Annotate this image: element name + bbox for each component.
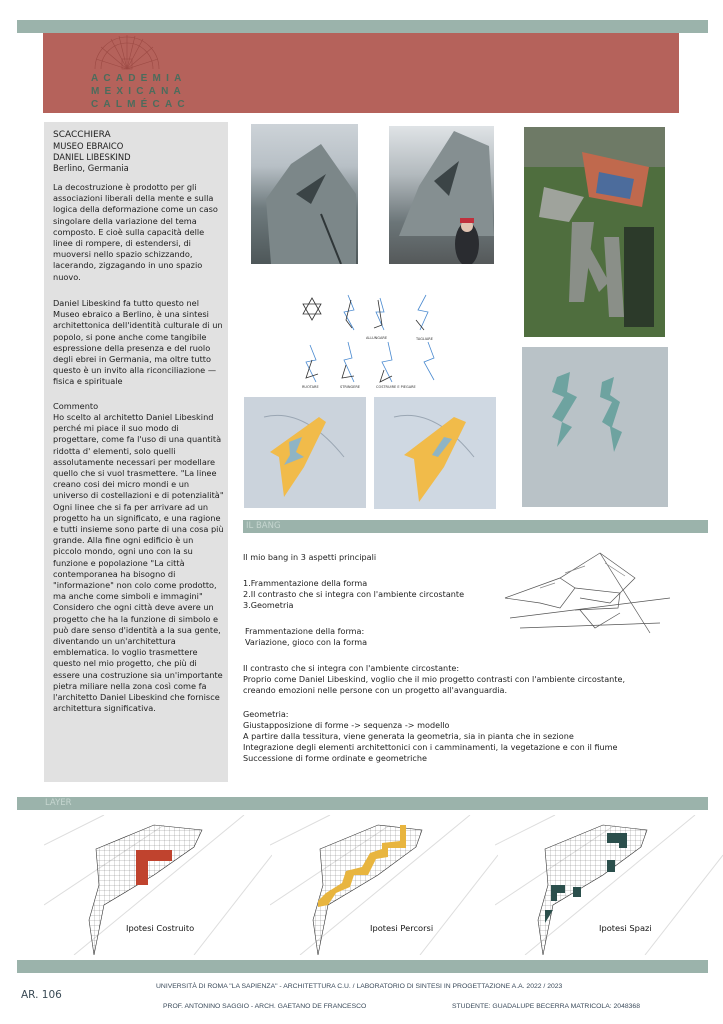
layer-panel-percorsi bbox=[270, 815, 498, 955]
sketch-label-allungare: ALLUNGARE bbox=[366, 336, 388, 340]
model-photo-2 bbox=[374, 397, 496, 509]
footer-divider-bar bbox=[17, 960, 708, 973]
sketch-label-costruire: COSTRUIRE E PIEGARE bbox=[376, 385, 416, 389]
bang-intro: Il mio bang in 3 aspetti principali bbox=[243, 552, 377, 562]
wall-relief-photo bbox=[522, 347, 668, 507]
layer-panel-spazi bbox=[495, 815, 723, 955]
header-banner bbox=[43, 33, 679, 113]
course-code: AR. 106 bbox=[21, 989, 62, 1001]
title-block bbox=[53, 130, 224, 174]
geometry-line-3: Integrazione degli elementi architettonici con i camminamenti, la vegetazione e con il fiume bbox=[243, 742, 618, 752]
museum-photo-2 bbox=[389, 126, 494, 264]
logo-line-1: ACADEMIA bbox=[91, 73, 187, 84]
aerial-photo bbox=[524, 127, 665, 337]
sketch-label-tagliare: TAGLIARE bbox=[416, 337, 433, 341]
bang-list-item-1: 1.Frammentazione della forma bbox=[243, 578, 368, 588]
museum-name: MUSEO EBRAICO bbox=[53, 141, 124, 151]
comment-heading: Commento bbox=[53, 401, 99, 411]
layer-panel-costruito bbox=[44, 815, 272, 955]
sketch-label-ruotare: RUOTARE bbox=[302, 385, 319, 389]
museum-photo-1 bbox=[251, 124, 358, 264]
geometry-line-1: Giustapposizione di forme -> sequenza -> modello bbox=[243, 720, 450, 730]
star-of-david-icon bbox=[303, 298, 321, 320]
fragment-text: Variazione, gioco con la forma bbox=[245, 637, 368, 647]
layer-section-label: LAYER bbox=[45, 798, 72, 808]
libeskind-paragraph: Daniel Libeskind fa tutto questo nel Museo ebraico a Berlino, è una sintesi architettonica dell'identità culturale di un popolo, si pone anche come tangibile espressione della presenza e del ruolo degli ebrei in Germania, ma oltre tutto questo è un invito alla riconciliazione — fisica e spirituale bbox=[53, 298, 223, 387]
sunburst-icon bbox=[65, 33, 185, 73]
model-photo-1 bbox=[244, 397, 366, 508]
footer-university-line: UNIVERSITÀ DI ROMA "LA SAPIENZA" - ARCHITETTURA C.U. / LABORATORIO DI SINTESI IN PROGETTAZIONE A.A. 2022 / 2023 bbox=[156, 983, 563, 990]
geometry-heading: Geometria: bbox=[243, 709, 289, 719]
bang-section-bar bbox=[243, 520, 708, 533]
layer-label-percorsi: Ipotesi Percorsi bbox=[370, 923, 434, 933]
layer-section-bar bbox=[17, 797, 708, 810]
layer-label-spazi: Ipotesi Spazi bbox=[599, 923, 652, 933]
academia-logo bbox=[65, 33, 190, 113]
contrast-text-1: Proprio come Daniel Libeskind, voglio che il mio progetto contrasti con l'ambiente circostante, bbox=[243, 674, 626, 684]
description-panel bbox=[44, 122, 228, 782]
architect-name: DANIEL LIBESKIND bbox=[53, 152, 131, 162]
logo-line-3: CALMÉCAC bbox=[91, 99, 190, 110]
sketch-allungare bbox=[344, 295, 354, 330]
perspective-sketch bbox=[500, 538, 675, 638]
footer-professors: PROF. ANTONINO SAGGIO - ARCH. GAETANO DE FRANCESCO bbox=[163, 1003, 367, 1010]
geometry-line-4: Successione di forme ordinate e geometriche bbox=[243, 753, 427, 763]
geometry-line-2: A partire dalla tessitura, viene generata la geometria, sia in pianta che in sezione bbox=[243, 731, 574, 741]
footer-student: STUDENTE: GUADALUPE BECERRA MATRICOLA: 2048368 bbox=[452, 1003, 640, 1010]
comment-text: Ho scelto al architetto Daniel Libeskind perché mi piace il suo modo di progettare, come fa l'uso di una quantità ridotta d' elementi, solo quelli assolutamente necessari per modellare quello che si vuol trasmettere. "La linee creano cosi dei micro mondi e un universo di costellazioni e di potenzialità" Ogni linee che si fa per arrivare ad un progetto ha un significato, e una ragione e tutti insieme sono parte di una cosa più grande. Alla fine ogni edificio è un piccolo mondo, ogni uno con la su funzione e popolazione "La città contemporanea ha bisogno di "informazione" non colo come prodotto, ma anche come simboli e immagini" Considero che ogni città deve avere un progetto che ha la funzione di simbolo e può dare senso d'identità a la sua gente, diventando un un'architettura emblematica. Io voglio trasmettere questo nel mio progetto, che più di essere una costruzione sia un'importante pietra miliare nella zona così come fa l'architetto Daniel Libeskind che fornisce architettura significativa. bbox=[53, 412, 224, 714]
layer-label-costruito: Ipotesi Costruito bbox=[126, 923, 195, 933]
sketch-label-stringere: STRINGERE bbox=[340, 385, 361, 389]
contrast-text-2: creando emozioni nelle persone con un progetto all'avanguardia. bbox=[243, 685, 508, 695]
top-divider-bar bbox=[17, 20, 708, 33]
bang-section-label: IL BANG bbox=[246, 521, 281, 531]
sketches-area bbox=[288, 290, 460, 390]
project-title: SCACCHIERA bbox=[53, 130, 111, 140]
location: Berlino, Germania bbox=[53, 163, 129, 173]
logo-line-2: MEXICANA bbox=[91, 86, 186, 97]
bang-list-item-3: 3.Geometria bbox=[243, 600, 294, 610]
bang-list-item-2: 2.Il contrasto che si integra con l'ambiente circostante bbox=[243, 589, 465, 599]
contrast-heading: Il contrasto che si integra con l'ambiente circostante: bbox=[243, 663, 460, 673]
intro-paragraph: La decostruzione è prodotto per gli associazioni liberali della mente e sulla logica della deformazione come un caso singolare della variazione del tema composto. E cioè sulla capacità delle linee di rompere, di estendersi, di muoversi nello spazio schizzando, lacerando, zigzagando in uno spazio nuovo. bbox=[53, 182, 218, 282]
fragment-heading: Frammentazione della forma: bbox=[245, 626, 365, 636]
